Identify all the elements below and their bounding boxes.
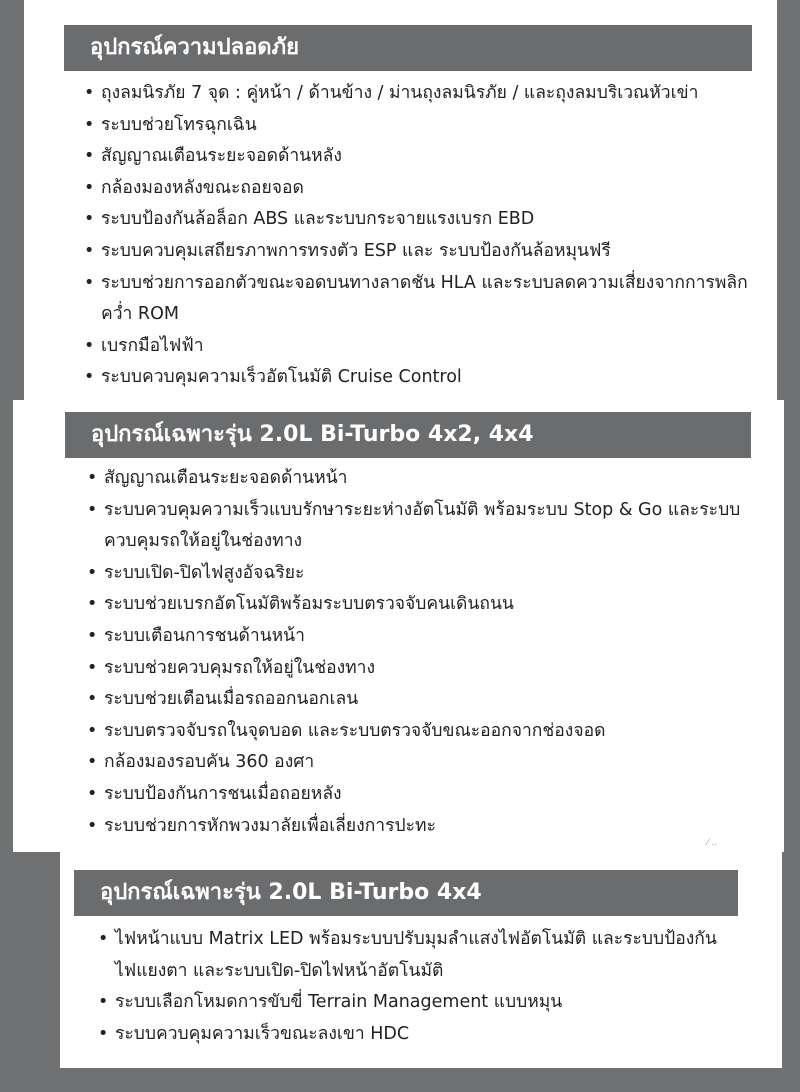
list-item: • ถุงลมนิรภัย 7 จุด : คู่หน้า / ด้านข้าง / ม่านถุงลมนิรภัย / และถุงลมบริเวณหัวเข่า [84,78,764,110]
section-header-bi-turbo-4x2-4x4: อุปกรณ์เฉพาะรุ่น 2.0L Bi-Turbo 4x2, 4x4 [65,412,751,458]
list-item: • ระบบช่วยการหักพวงมาลัยเพื่อเลี่ยงการปะทะ [87,811,777,843]
list-item: • กล้องมองรอบคัน 360 องศา [87,747,777,779]
list-item: • ระบบช่วยเบรกอัตโนมัติพร้อมระบบตรวจจับคนเดินถนน [87,589,777,621]
list-item: • ระบบเปิด-ปิดไฟสูงอัจฉริยะ [87,558,777,590]
list-item: • สัญญาณเตือนระยะจอดด้านหน้า [87,463,777,495]
list-item: • กล้องมองหลังขณะถอยจอด [84,173,764,205]
list-item: • ระบบตรวจจับรถในจุดบอด และระบบตรวจจับขณะออกจากช่องจอด [87,716,777,748]
corner-mark: ⁄ ‥ [707,838,718,848]
bi-turbo-4x4-feature-list [98,924,738,1050]
list-item: • ระบบช่วยควบคุมรถให้อยู่ในช่องทาง [87,653,777,685]
list-item: • สัญญาณเตือนระยะจอดด้านหลัง [84,141,764,173]
list-item: • ระบบป้องกันล้อล็อก ABS และระบบกระจายแรงเบรก EBD [84,204,764,236]
list-item: • ระบบป้องกันการชนเมื่อถอยหลัง [87,779,777,811]
list-item: • ระบบช่วยการออกตัวขณะจอดบนทางลาดชัน HLA และระบบลดความเสี่ยงจากการพลิกคว่ำ ROM [84,268,764,331]
list-item: • ระบบควบคุมความเร็วอัตโนมัติ Cruise Control [84,362,764,394]
list-item: • ระบบควบคุมความเร็วแบบรักษาระยะห่างอัตโนมัติ พร้อมระบบ Stop & Go และระบบควบคุมรถให้อยู่ในช่องทาง [87,495,777,558]
list-item: • ระบบควบคุมความเร็วขณะลงเขา HDC [98,1019,738,1051]
safety-feature-list [84,78,764,394]
bi-turbo-4x2-4x4-feature-list [87,463,777,842]
safety-equipment-panel [24,0,777,400]
list-item: • ระบบควบคุมเสถียรภาพการทรงตัว ESP และ ระบบป้องกันล้อหมุนฟรี [84,236,764,268]
list-item: • ไฟหน้าแบบ Matrix LED พร้อมระบบปรับมุมลำแสงไฟอัตโนมัติ และระบบป้องกันไฟแยงตา และระบบเปิด-ปิดไฟหน้าอัตโนมัติ [98,924,738,987]
section-header-bi-turbo-4x4: อุปกรณ์เฉพาะรุ่น 2.0L Bi-Turbo 4x4 [74,870,738,916]
list-item: • เบรกมือไฟฟ้า [84,331,764,363]
list-item: • ระบบเตือนการชนด้านหน้า [87,621,777,653]
section-header-safety: อุปกรณ์ความปลอดภัย [64,25,752,71]
list-item: • ระบบเลือกโหมดการขับขี่ Terrain Management แบบหมุน [98,987,738,1019]
bi-turbo-4x4-panel [60,852,782,1068]
list-item: • ระบบช่วยโทรฉุกเฉิน [84,110,764,142]
list-item: • ระบบช่วยเตือนเมื่อรถออกนอกเลน [87,684,777,716]
bi-turbo-4x2-4x4-panel [13,400,784,852]
